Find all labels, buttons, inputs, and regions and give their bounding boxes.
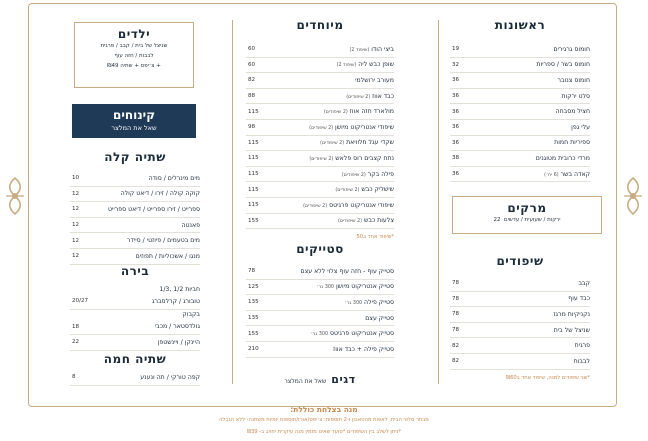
menu-item: חומוס צנובר 36	[450, 73, 590, 89]
fish-sub: שאל את המלצר	[284, 378, 327, 385]
specials-title: מיוחדים	[296, 18, 344, 32]
soups-title: מרקים	[507, 201, 547, 215]
menu-item: שיפודי אנטריקוט פרגיטס (2 שיפודים) 115	[246, 198, 394, 214]
specials-section	[246, 18, 394, 240]
desserts-box	[72, 104, 196, 138]
hot-drinks-section	[70, 352, 200, 386]
desserts-sub: שאל את המלצר	[111, 124, 157, 132]
ornament-left-icon	[4, 176, 26, 216]
divider	[438, 20, 439, 384]
ornament-right-icon	[622, 176, 644, 216]
menu-item: כבד אווז (2 שיפודים) 88	[246, 89, 394, 105]
footer-line: *ניתן לשלב בין השיפודים *סועד שאינו מזמין מנה עיקרית יחויב ב- ₪39	[246, 429, 402, 435]
menu-item: סטייק פילה 300 גר׳ 135	[246, 295, 394, 311]
menu-item: סטייק אנטריקוט מיושן 300 גר׳ 125	[246, 280, 394, 296]
menu-item: שישליק כבש (2 שיפודים) 115	[246, 182, 394, 198]
menu-item: חומוס גרגירים 19	[450, 42, 590, 58]
hot-drinks-title: שתיה חמה	[103, 352, 167, 366]
kids-line: שניצל של בית / קבב / פרגית	[100, 43, 168, 49]
menu-item: קבב 78	[450, 276, 590, 292]
menu-item: היינקן / ויינשטפן 22	[70, 335, 200, 351]
menu-item: סטייק עצם 135	[246, 311, 394, 327]
menu-item: סטייק עוף - חזה עוף צלוי ללא עצם 78	[246, 264, 394, 280]
kids-box	[74, 22, 194, 88]
menu-item: פרגית 82	[450, 338, 590, 354]
kids-title: ילדים	[117, 27, 151, 41]
steaks-section	[246, 242, 394, 358]
fish-title: דגים	[331, 373, 356, 386]
soft-drinks-title: שתיה קלה	[104, 150, 166, 164]
kids-line: לבבות / חזה עוף	[114, 53, 154, 59]
footer-line: מבחר סלטי הבית, לאפות מהטאבון ו-2 תוספות: צ׳יפס/אורז/תוספות יומיות משתנה- ללא הגבלה	[219, 417, 429, 423]
menu-item: פאנטה 12	[70, 218, 200, 234]
specials-note: *שיפוד אחד ב50	[356, 234, 394, 241]
menu-item: ביצי הודו (שיפוד 2) 60	[246, 42, 394, 58]
menu-item: קאדה בשר (6 יח׳) 36	[450, 167, 590, 183]
menu-item: ספיריות חמות 36	[450, 136, 590, 152]
menu-item: מים בטעמים / פיוזטי / סיידר 12	[70, 233, 200, 249]
beer-bottle-label: בקבוק	[182, 311, 200, 319]
menu-item: ספרייט / זירו ספרייט / דיאט ספרייט 12	[70, 202, 200, 218]
menu-item: עלי גפן 36	[450, 120, 590, 136]
soups-box	[452, 196, 602, 234]
menu-item: קוקה קולה / זירו / דיאט קולה 12	[70, 187, 200, 203]
menu-item: פילה בקר (2 שיפודים) 115	[246, 167, 394, 183]
menu-item: צלעות כבש (2 שיפודים) 155	[246, 214, 394, 230]
menu-item: סטייק פילה + כבד אווז 210	[246, 342, 394, 358]
menu-item: סטייק אנטריקוט פרגיטס 300 גר׳ 155	[246, 326, 394, 342]
menu-item: שקדי עגל חלוויאת (2 שיפודים) 115	[246, 136, 394, 152]
menu-item: שניצל של בית 78	[450, 323, 590, 339]
beer-title: בירה	[120, 264, 150, 278]
menu-item: טובורג / קרלסברג 20/27	[70, 294, 200, 310]
footer-title: מנה בצלחת כוללת:	[290, 405, 358, 414]
divider	[232, 20, 233, 384]
steaks-title: סטייקים	[296, 242, 344, 256]
menu-item: מעורב ירושלמי 82	[246, 73, 394, 89]
soft-drinks-section	[70, 150, 200, 265]
menu-item: מרדי כרובית מטוגנים 38	[450, 151, 590, 167]
menu-item: לבבות 82	[450, 354, 590, 370]
fish-section	[246, 368, 394, 387]
menu-item: מנגו / אשכוליות / תפוזים 12	[70, 249, 200, 265]
beer-section	[70, 264, 200, 351]
beer-drafts: חביות 1/2 ,1/3	[159, 285, 200, 293]
skewers-section	[450, 254, 590, 381]
desserts-title: קינוחים	[112, 108, 156, 122]
menu-item: סלט ירקות 36	[450, 89, 590, 105]
kids-line: + צ׳יפס + שתיה ₪49	[107, 63, 161, 69]
skewers-note: *שני שיפודים למנה, שיפוד אחד ב₪60	[506, 374, 590, 381]
menu-item: חציל מסבחה 36	[450, 104, 590, 120]
menu-item: מולארד חזה אווז (2 שיפודים) 115	[246, 104, 394, 120]
firsts-section	[450, 18, 590, 182]
menu-item: כבד עוף 78	[450, 292, 590, 308]
menu-item: קפה טורקי / תה ונענע 8	[70, 370, 200, 386]
soups-text: ירקות / שעועית / עדשים 22	[493, 217, 561, 223]
menu-item: שיפודי אנטריקוט מיושן (2 שיפודים) 98	[246, 120, 394, 136]
menu-item: שופן כבש ליה (שיפוד 2) 60	[246, 58, 394, 74]
menu-item: מים מינרלים / סודה 10	[70, 171, 200, 187]
menu-item: נקניקיות מרגז 78	[450, 307, 590, 323]
menu-item: חומוס בשר / ספריות 32	[450, 58, 590, 74]
skewers-title: שיפודים	[496, 254, 544, 268]
firsts-title: ראשונות	[494, 18, 546, 32]
menu-item: גולדסטאר / מכבי 18	[70, 320, 200, 336]
menu-item: נתח קצבים רוס פלאש (2 שיפודים) 115	[246, 151, 394, 167]
